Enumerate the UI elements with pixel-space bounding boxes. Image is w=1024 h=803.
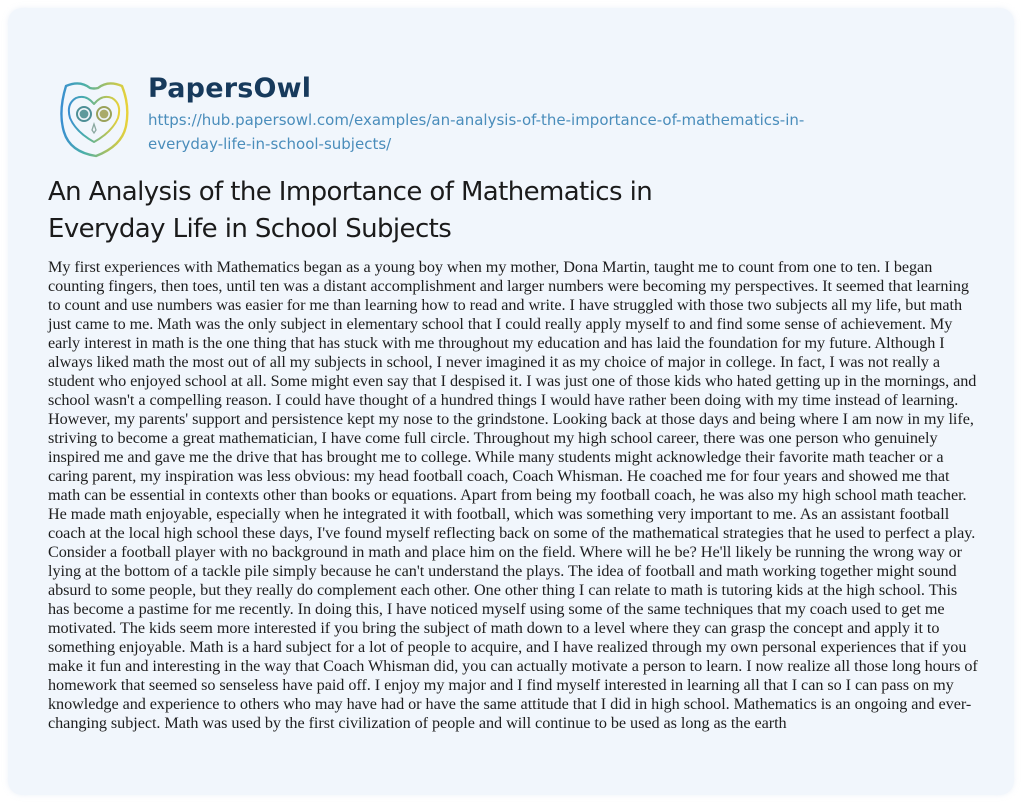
- body-line: caring parent, my inspiration was less obvious: my head football coach, Coach Whisman. He coached me for four years and showed me that: [48, 467, 950, 485]
- body-line: However, my parents' support and persistence kept my nose to the grindstone. Looking back at those days and being where I am now in my life,: [48, 410, 974, 428]
- body-line: absurd to some people, but they really do complement each other. One other thing I can relate to math is tutoring kids at the high school. This: [48, 581, 958, 599]
- article-body: [48, 258, 1008, 733]
- url-line-1[interactable]: https://hub.papersowl.com/examples/an-analysis-of-the-importance-of-mathematics-in-: [148, 111, 805, 129]
- body-line: school wasn't a compelling reason. I could have thought of a hundred things I would have rather been doing with my time instead of learning.: [48, 391, 959, 409]
- body-line: motivated. The kids seem more interested if you bring the subject of math down to a level where they can grasp the concept and apply it to: [48, 619, 940, 637]
- body-line: homework that seemed so senseless have paid off. I enjoy my major and I find myself interested in learning all that I can so I can pass on my: [48, 676, 954, 694]
- article-url-link[interactable]: [148, 108, 805, 156]
- body-line: He made math enjoyable, especially when he integrated it with football, which was something very important to me. As an assistant football: [48, 505, 950, 523]
- url-line-2[interactable]: everyday-life-in-school-subjects/: [148, 135, 392, 153]
- body-line: make it fun and interesting in the way that Coach Whisman did, you can actually motivate a person to learn. I now realize all those long hours of: [48, 657, 978, 675]
- body-line: to count and use numbers was easier for me than learning how to read and write. I have struggled with those two subjects all my life, but math: [48, 296, 963, 314]
- body-line: My first experiences with Mathematics began as a young boy when my mother, Dona Martin, taught me to count from one to ten. I began: [48, 258, 933, 276]
- body-line: math can be essential in contexts other than books or equations. Apart from being my football coach, he was also my high school math teacher.: [48, 486, 967, 504]
- body-line: inspired me and gave me the drive that has brought me to college. While many students might acknowledge their favorite math teacher or a: [48, 448, 944, 466]
- body-line: knowledge and experience to others who may have had or have the same attitude that I did in high school. Mathematics is an ongoing and ever-: [48, 695, 972, 713]
- title-line: Everyday Life in School Subjects: [48, 214, 452, 244]
- site-header: [56, 72, 805, 160]
- body-line: early interest in math is the one thing that has stuck with me throughout my education and has laid the foundation for my future. Although I: [48, 334, 945, 352]
- body-line: student who enjoyed school at all. Some might even say that I despised it. I was just one of those kids who hated getting up in the mornings, and: [48, 372, 977, 390]
- body-line: has become a pastime for me recently. In doing this, I have noticed myself using some of the same techniques that my coach used to get me: [48, 600, 945, 618]
- body-line: striving to become a great mathematician, I have come full circle. Throughout my high school career, there was one person who genuinely: [48, 429, 938, 447]
- body-line: something enjoyable. Math is a hard subject for a lot of people to acquire, and I have realized through my own personal experiences that if you: [48, 638, 967, 656]
- body-line: changing subject. Math was used by the first civilization of people and will continue to be used as long as the earth: [48, 714, 787, 732]
- brand-text: [148, 72, 805, 156]
- body-line: just came to me. Math was the only subject in elementary school that I could really apply myself to and find some sense of achievement. My: [48, 315, 953, 333]
- owl-logo-icon[interactable]: [56, 76, 132, 160]
- body-line: lying at the bottom of a tackle pile simply because he can't understand the plays. The idea of football and math working together might sound: [48, 562, 957, 580]
- brand-name[interactable]: PapersOwl: [148, 73, 312, 104]
- body-line: coach at the local high school these days, I've found myself reflecting back on some of the mathematical strategies that he used to perfect a play.: [48, 524, 976, 542]
- page-title: [48, 174, 652, 248]
- body-line: always liked math the most out of all my subjects in school, I never imagined it as my choice of major in college. In fact, I was not really a: [48, 353, 940, 371]
- body-line: counting fingers, then toes, until ten was a distant accomplishment and larger numbers were becoming my perspectives. It seemed that learning: [48, 277, 969, 295]
- title-line: An Analysis of the Importance of Mathematics in: [48, 177, 653, 207]
- body-line: Consider a football player with no background in math and place him on the field. Where will he be? He'll likely be running the wrong way or: [48, 543, 963, 561]
